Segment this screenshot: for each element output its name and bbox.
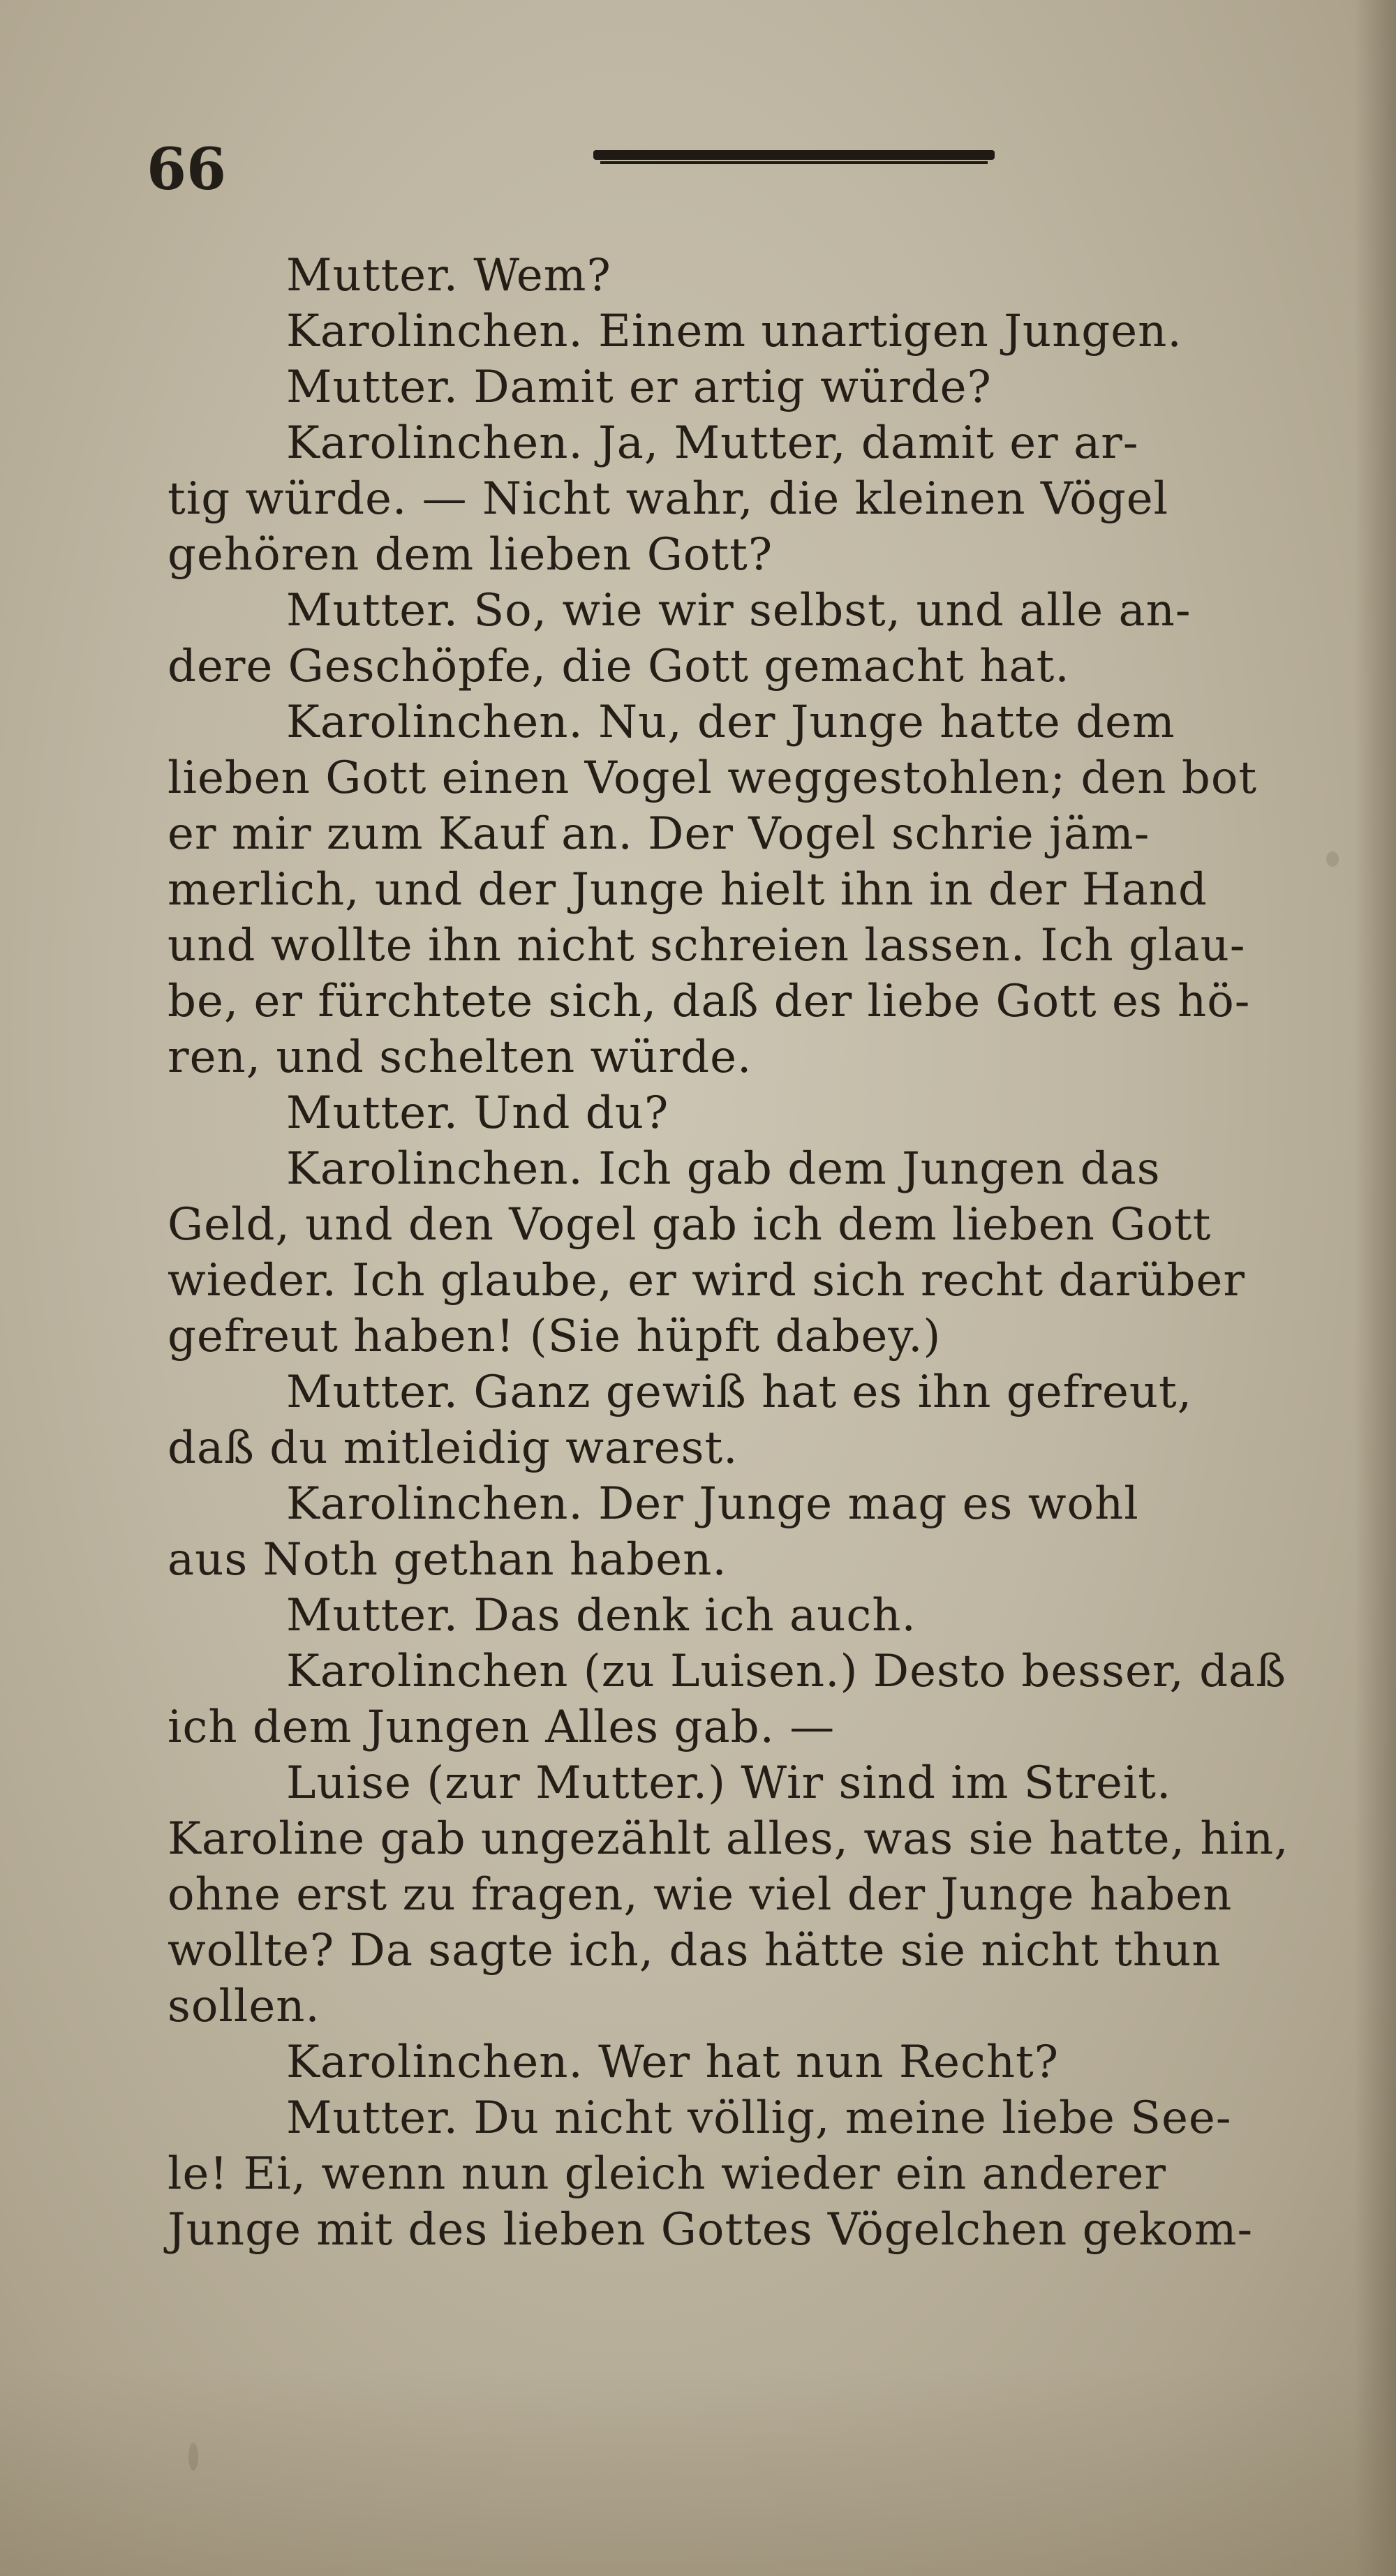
text-line xyxy=(168,248,1312,304)
speaker-name: Karolinchen. xyxy=(286,2037,584,2088)
text-line xyxy=(168,1476,1312,1532)
speaker-name: Mutter. xyxy=(286,585,459,636)
text-line xyxy=(168,1699,1312,1755)
line-text: aus Noth gethan haben. xyxy=(168,1534,727,1586)
text-line xyxy=(168,2202,1312,2258)
dialogue-text xyxy=(168,248,1312,2258)
line-text: ich dem Jungen Alles gab. — xyxy=(168,1702,836,1753)
line-text: ohne erst zu fragen, wie viel der Junge haben xyxy=(168,1869,1233,1921)
text-line xyxy=(168,750,1312,806)
speaker-name: Karolinchen. xyxy=(286,306,584,357)
text-line xyxy=(168,1532,1312,1588)
text-line xyxy=(168,1420,1312,1476)
speaker-name: Karolinchen. xyxy=(286,697,584,748)
line-text: und wollte ihn nicht schreien lassen. Ich glau- xyxy=(168,920,1246,971)
text-line xyxy=(168,1755,1312,1811)
text-line xyxy=(168,2146,1312,2202)
text-line xyxy=(168,974,1312,1029)
line-text: gefreut haben! (Sie hüpft dabey.) xyxy=(168,1311,942,1362)
page-number: 66 xyxy=(147,136,227,203)
text-line xyxy=(168,1923,1312,1979)
speaker-name: Karolinchen xyxy=(286,1646,569,1697)
line-text: be, er fürchtete sich, daß der liebe Gott es hö- xyxy=(168,976,1251,1027)
text-line xyxy=(168,471,1312,527)
page-bottom-shadow xyxy=(0,2367,1396,2576)
line-text: (zur Mutter.) Wir sind im Streit. xyxy=(411,1757,1172,1809)
line-text: Und du? xyxy=(458,1087,669,1139)
speaker-name: Mutter. xyxy=(286,250,459,301)
line-text: wieder. Ich glaube, er wird sich recht darüber xyxy=(168,1255,1245,1306)
line-text: merlich, und der Junge hielt ihn in der Hand xyxy=(168,864,1208,916)
text-line xyxy=(168,1253,1312,1309)
line-text: le! Ei, wenn nun gleich wieder ein anderer xyxy=(168,2148,1166,2200)
line-text: Du nicht völlig, meine liebe See- xyxy=(458,2092,1232,2144)
line-text: Damit er artig würde? xyxy=(458,362,992,413)
paper-stain xyxy=(1326,851,1339,867)
line-text: (zu Luisen.) Desto besser, daß xyxy=(568,1646,1286,1697)
line-text: dere Geschöpfe, die Gott gemacht hat. xyxy=(168,641,1070,692)
page-header xyxy=(147,136,845,203)
line-text: Nu, der Junge hatte dem xyxy=(583,697,1175,748)
speaker-name: Mutter. xyxy=(286,362,459,413)
text-line xyxy=(168,918,1312,974)
text-line xyxy=(168,2090,1312,2146)
text-line xyxy=(168,415,1312,471)
text-line xyxy=(168,1197,1312,1253)
text-line xyxy=(168,1811,1312,1867)
text-line xyxy=(168,1364,1312,1420)
line-text: tig würde. — Nicht wahr, die kleinen Vögel xyxy=(168,473,1169,525)
text-line xyxy=(168,359,1312,415)
text-line xyxy=(168,527,1312,583)
text-line xyxy=(168,2034,1312,2090)
speaker-name: Mutter. xyxy=(286,1087,459,1139)
line-text: Wem? xyxy=(458,250,611,301)
text-line xyxy=(168,304,1312,359)
text-line xyxy=(168,1979,1312,2034)
speaker-name: Luise xyxy=(286,1757,412,1809)
speaker-name: Mutter. xyxy=(286,2092,459,2144)
line-text: ren, und schelten würde. xyxy=(168,1032,752,1083)
line-text: Einem unartigen Jungen. xyxy=(583,306,1182,357)
speaker-name: Karolinchen. xyxy=(286,1143,584,1195)
text-line xyxy=(168,1588,1312,1644)
text-line xyxy=(168,1085,1312,1141)
text-line xyxy=(168,1867,1312,1923)
text-line xyxy=(168,1644,1312,1699)
line-text: Das denk ich auch. xyxy=(458,1590,916,1641)
line-text: wollte? Da sagte ich, das hätte sie nicht thun xyxy=(168,1925,1222,1976)
line-text: Ja, Mutter, damit er ar- xyxy=(583,417,1139,469)
line-text: So, wie wir selbst, und alle an- xyxy=(458,585,1191,636)
line-text: Karoline gab ungezählt alles, was sie hatte, hin, xyxy=(168,1813,1289,1865)
line-text: Wer hat nun Recht? xyxy=(583,2037,1060,2088)
line-text: Ganz gewiß hat es ihn gefreut, xyxy=(458,1367,1193,1418)
text-line xyxy=(168,1141,1312,1197)
speaker-name: Karolinchen. xyxy=(286,417,584,469)
line-text: Geld, und den Vogel gab ich dem lieben Gott xyxy=(168,1199,1212,1251)
page-edge-shadow xyxy=(1354,0,1396,2576)
speaker-name: Karolinchen. xyxy=(286,1478,584,1530)
line-text: sollen. xyxy=(168,1981,320,2032)
line-text: Junge mit des lieben Gottes Vögelchen gekom- xyxy=(168,2204,1254,2256)
text-line xyxy=(168,1029,1312,1085)
line-text: lieben Gott einen Vogel weggestohlen; den bot xyxy=(168,752,1258,804)
line-text: daß du mitleidig warest. xyxy=(168,1422,738,1474)
line-text: gehören dem lieben Gott? xyxy=(168,529,773,581)
text-line xyxy=(168,583,1312,639)
text-line xyxy=(168,639,1312,694)
line-text: Ich gab dem Jungen das xyxy=(583,1143,1161,1195)
speaker-name: Mutter. xyxy=(286,1590,459,1641)
paper-stain xyxy=(188,2443,198,2471)
text-line xyxy=(168,862,1312,918)
speaker-name: Mutter. xyxy=(286,1367,459,1418)
text-line xyxy=(168,806,1312,862)
text-line xyxy=(168,694,1312,750)
text-line xyxy=(168,1309,1312,1364)
line-text: Der Junge mag es wohl xyxy=(583,1478,1139,1530)
header-ornament-rule xyxy=(593,144,995,168)
line-text: er mir zum Kauf an. Der Vogel schrie jäm- xyxy=(168,808,1150,860)
